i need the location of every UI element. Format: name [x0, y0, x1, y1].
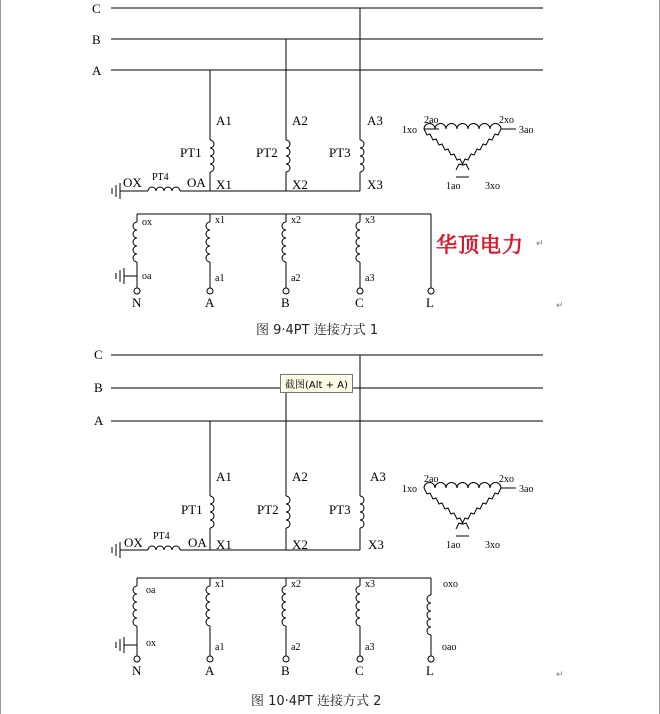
- fig2-sec-ox: ox: [146, 638, 156, 649]
- fig2-l-coil: [427, 595, 431, 635]
- fig2-sec-a3: a3: [365, 642, 375, 653]
- fig1-terminal-l: [428, 288, 434, 294]
- fig1-neutral-x1: X1: [216, 177, 232, 192]
- fig2-sec-oao: oao: [442, 642, 457, 653]
- fig2-delta-3ao: 3ao: [519, 484, 534, 495]
- fig1-pt4-coil: [148, 187, 180, 191]
- fig2-pt4-coil: [148, 546, 180, 550]
- watermark-brand: 华顶电力: [436, 233, 524, 257]
- fig1-delta-3xo: 3xo: [485, 181, 500, 192]
- fig2-pt4-ox: OX: [124, 535, 143, 550]
- fig1-delta-1ao: 1ao: [446, 181, 461, 192]
- fig1-primary-a3: A3: [367, 113, 383, 128]
- fig2-sec-a2: a2: [291, 642, 301, 653]
- fig2-pt1-coil: [210, 496, 214, 528]
- fig2-pt2-coil: [286, 496, 290, 528]
- fig1-terminal-c: [357, 288, 363, 294]
- fig1-sec-ox: ox: [142, 217, 152, 228]
- fig1-primary-a2: A2: [292, 113, 308, 128]
- fig2-primary-a1: A1: [216, 469, 232, 484]
- fig1-pt4-ox: OX: [123, 175, 142, 190]
- fig1-sec-x2: x2: [291, 215, 301, 226]
- fig1-neutral-x3: X3: [367, 177, 383, 192]
- fig2-bus-a-label: A: [94, 413, 104, 428]
- fig2-delta-3xo: 3xo: [485, 540, 500, 551]
- fig1-primary-a1: A1: [216, 113, 232, 128]
- fig1-bus-b-label: B: [92, 32, 101, 47]
- paragraph-mark: ↵: [536, 239, 544, 249]
- fig2-caption: 图 10·4PT 连接方式 2: [251, 694, 382, 709]
- fig2-terminal-c-label: C: [355, 663, 364, 678]
- paragraph-mark: ↵: [556, 301, 564, 311]
- fig1-sec-a2: a2: [291, 273, 301, 284]
- fig2-pt3-coil: [360, 496, 364, 528]
- fig1-pt4-label: PT4: [152, 172, 169, 183]
- fig1-pt4-oa: OA: [187, 175, 206, 190]
- fig2-primary-a2: A2: [292, 469, 308, 484]
- fig2-delta-1ao: 1ao: [446, 540, 461, 551]
- fig1-sec-x1: x1: [215, 215, 225, 226]
- fig2-a-coil: [206, 586, 210, 626]
- fig1-delta-right: [456, 129, 501, 170]
- fig1-terminal-a: [207, 288, 213, 294]
- fig2-pt4-label: PT4: [153, 531, 170, 542]
- fig2-terminal-l: [428, 656, 434, 662]
- fig2-pt2-label: PT2: [257, 502, 279, 517]
- fig2-pt4-oa: OA: [188, 535, 207, 550]
- fig1-bus-a-label: A: [92, 63, 102, 78]
- fig1-terminal-l-label: L: [426, 295, 434, 310]
- fig1-delta-1xo: 1xo: [402, 125, 417, 136]
- fig2-pt1-label: PT1: [181, 502, 203, 517]
- fig1-sec-a1: a1: [215, 273, 225, 284]
- fig1-sec-x3: x3: [365, 215, 375, 226]
- fig2-bus-b-label: B: [94, 380, 103, 395]
- fig1-pt2-coil: [286, 140, 290, 172]
- fig2-terminal-a: [207, 656, 213, 662]
- fig1-terminal-b: [283, 288, 289, 294]
- fig1-c-coil: [356, 222, 360, 262]
- fig1-delta-2ao: 2ao: [424, 115, 439, 126]
- fig2-neutral-x3: X3: [368, 537, 384, 552]
- fig2-pt3-label: PT3: [329, 502, 351, 517]
- fig2-delta-1xo: 1xo: [402, 484, 417, 495]
- fig1-pt1-coil: [210, 140, 214, 172]
- fig2-sec-oxo: oxo: [443, 579, 458, 590]
- fig2-terminal-a-label: A: [205, 663, 215, 678]
- fig1-b-coil: [282, 222, 286, 262]
- fig2-sec-a1: a1: [215, 642, 225, 653]
- fig1-terminal-c-label: C: [355, 295, 364, 310]
- fig1-terminal-n: [134, 288, 140, 294]
- fig1-pt1-label: PT1: [180, 145, 202, 160]
- fig2-delta-right: [456, 488, 501, 529]
- fig2-c-coil: [356, 586, 360, 626]
- fig2-oa-coil: [133, 586, 137, 626]
- fig1-bus-c-label: C: [92, 1, 101, 16]
- fig2-neutral-x1: X1: [216, 537, 232, 552]
- fig2-neutral-x2: X2: [292, 537, 308, 552]
- fig2-terminal-b-label: B: [281, 663, 290, 678]
- fig2-delta-2ao: 2ao: [424, 474, 439, 485]
- fig1-ox-coil: [133, 222, 137, 262]
- fig1-delta-3ao: 3ao: [519, 125, 534, 136]
- fig1-pt3-coil: [360, 140, 364, 172]
- fig2-terminal-n-label: N: [132, 663, 142, 678]
- fig2-terminal-c: [357, 656, 363, 662]
- fig1-neutral-x2: X2: [292, 177, 308, 192]
- fig1-caption: 图 9·4PT 连接方式 1: [256, 323, 379, 338]
- fig1-pt3-label: PT3: [329, 145, 351, 160]
- fig2-sec-x2: x2: [291, 579, 301, 590]
- fig1-delta-2xo: 2xo: [499, 115, 514, 126]
- fig1-terminal-a-label: A: [205, 295, 215, 310]
- fig2-terminal-l-label: L: [426, 663, 434, 678]
- fig1-terminal-n-label: N: [132, 295, 142, 310]
- fig2-b-coil: [282, 586, 286, 626]
- fig1-terminal-b-label: B: [281, 295, 290, 310]
- fig2-primary-a3: A3: [370, 469, 386, 484]
- fig2-sec-oa: oa: [146, 585, 156, 596]
- fig2-terminal-b: [283, 656, 289, 662]
- fig1-a-coil: [206, 222, 210, 262]
- fig2-terminal-n: [134, 656, 140, 662]
- paragraph-mark: ↵: [556, 670, 564, 680]
- fig1-sec-oa: oa: [142, 271, 152, 282]
- fig2-bus-c-label: C: [94, 347, 103, 362]
- fig1-pt2-label: PT2: [256, 145, 278, 160]
- fig2-sec-x3: x3: [365, 579, 375, 590]
- fig1-sec-a3: a3: [365, 273, 375, 284]
- screenshot-tooltip: 截图(Alt + A): [280, 374, 353, 393]
- fig2-delta-2xo: 2xo: [499, 474, 514, 485]
- fig2-sec-x1: x1: [215, 579, 225, 590]
